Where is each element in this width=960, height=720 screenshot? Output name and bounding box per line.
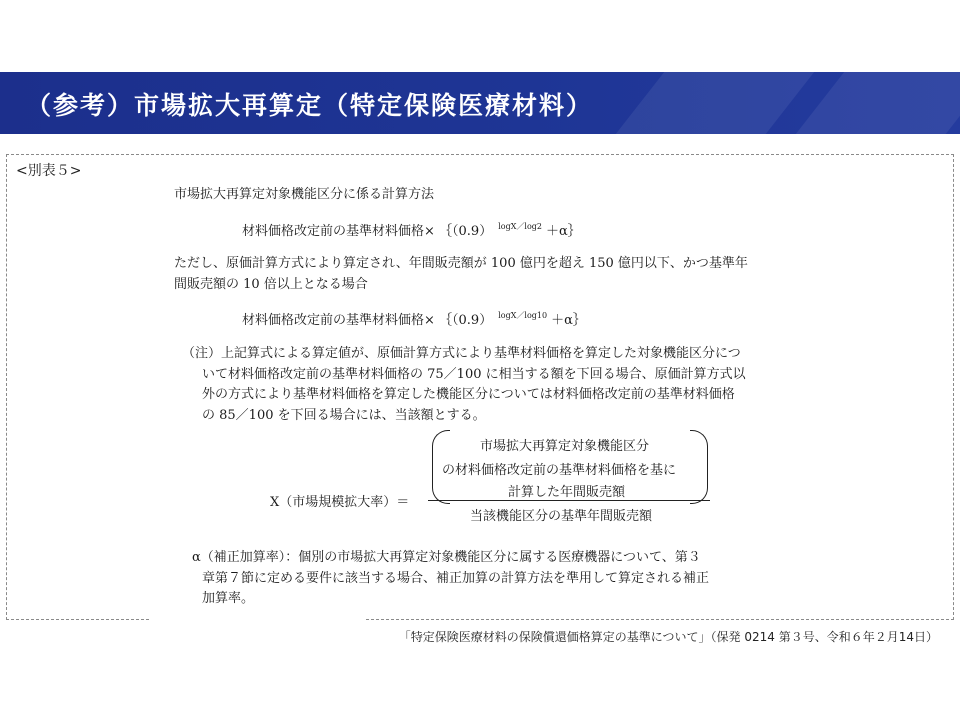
- alpha-line: α（補正加算率）：個別の市場拡大再算定対象機能区分に属する医療機器について、第３: [192, 550, 701, 565]
- note-line: 外の方式により基準材料価格を算定した機能区分については材料価格改定前の基準材料価格: [202, 387, 735, 403]
- note-text: [182, 344, 746, 426]
- page-title: （参考）市場拡大再算定（特定保険医療材料）: [26, 91, 594, 120]
- table-label: <別表５>: [16, 163, 82, 179]
- x-label: X（市場規模拡大率）＝: [270, 495, 410, 510]
- condition-text: [174, 254, 748, 295]
- denominator: 当該機能区分の基準年間販売額: [470, 509, 653, 524]
- alpha-line: 章第７節に定める要件に該当する場合、補正加算の計算方法を準用して算定される補正: [202, 570, 710, 586]
- formula-1: 材料価格改定前の基準材料価格× ｛（0.9） $^{logX/log2}$ ＋α｝: [242, 222, 581, 239]
- right-parenthesis: [690, 430, 708, 504]
- formula-1-exponent: logX／log2: [498, 222, 542, 231]
- numerator-line: の材料価格改定前の基準材料価格を基に: [442, 463, 677, 478]
- formula-2-exponent: logX／log10: [498, 311, 548, 320]
- numerator-line: 市場拡大再算定対象機能区分: [480, 439, 650, 454]
- note-line: いて材料価格改定前の基準材料価格の 75／100 に相当する額を下回る場合、原価計算方式以: [202, 366, 746, 382]
- alpha-definition: [192, 548, 709, 610]
- note-line: の 85／100 を下回る場合には、当該額とする。: [202, 407, 486, 423]
- condition-line: ただし、原価計算方式により算定され、年間販売額が 100 億円を超え 150 億円以下、かつ基準年: [174, 256, 748, 271]
- note-line: （注）上記算式による算定値が、原価計算方式により基準材料価格を算定した対象機能区分につ: [182, 346, 741, 361]
- numerator-line: 計算した年間販売額: [508, 485, 626, 500]
- alpha-line: 加算率。: [202, 591, 255, 607]
- title-banner: [0, 72, 960, 134]
- condition-line: 間販売額の 10 倍以上となる場合: [174, 276, 368, 292]
- section-title: 市場拡大再算定対象機能区分に係る計算方法: [174, 187, 435, 202]
- source-citation: 「特定保険医療材料の保険償還価格算定の基準について」（保発 0214 第３号、令和６年２月14日）: [398, 630, 938, 644]
- fraction-bar: [428, 500, 710, 501]
- formula-2: 材料価格改定前の基準材料価格× ｛（0.9） $^{logX/log10}$ ＋α｝: [242, 311, 586, 328]
